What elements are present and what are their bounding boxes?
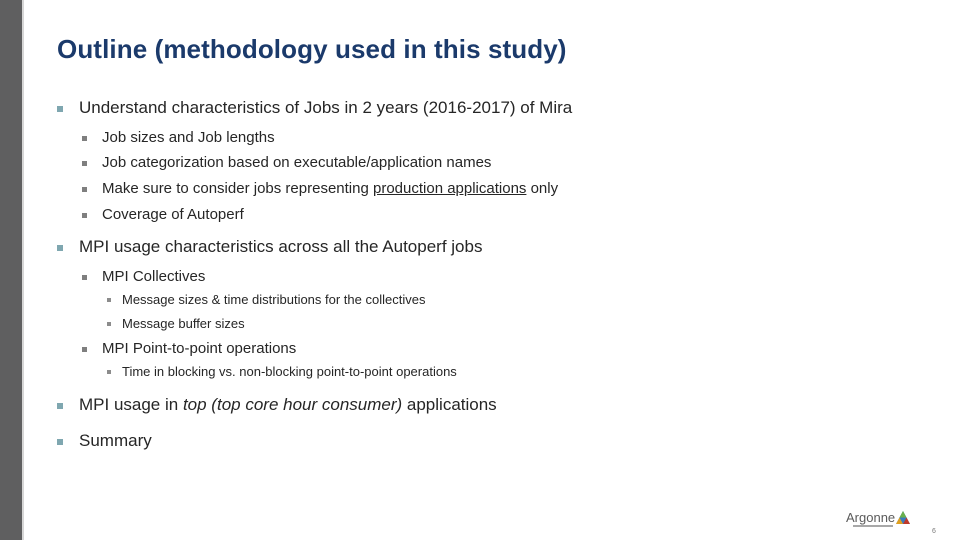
square-bullet-icon bbox=[82, 161, 87, 166]
sub-item-text: Coverage of Autoperf bbox=[102, 206, 244, 223]
outline-item-text bbox=[79, 395, 497, 415]
slide-title: Outline (methodology used in this study) bbox=[57, 34, 567, 64]
square-bullet-icon bbox=[57, 439, 63, 445]
logo-subtitle-line bbox=[853, 525, 893, 527]
sub-item-text: Job sizes and Job lengths bbox=[102, 129, 275, 146]
square-bullet-icon bbox=[57, 106, 63, 112]
left-accent-bar bbox=[0, 0, 22, 540]
left-accent-bar-edge bbox=[22, 0, 24, 540]
argonne-triangle-icon bbox=[896, 511, 910, 524]
outline-item-text: Summary bbox=[79, 431, 152, 450]
argonne-logo bbox=[846, 510, 912, 528]
outline-item-text: Understand characteristics of Jobs in 2 years (2016-2017) of Mira bbox=[79, 98, 573, 117]
square-bullet-icon bbox=[82, 275, 87, 280]
square-bullet-icon bbox=[57, 403, 63, 409]
underlined-phrase: production applications bbox=[372, 180, 527, 197]
square-bullet-icon bbox=[82, 347, 87, 352]
square-bullet-icon bbox=[82, 187, 87, 192]
square-bullet-icon bbox=[57, 245, 63, 251]
sub-item-text-suffix: only bbox=[526, 180, 559, 197]
square-bullet-icon bbox=[82, 136, 87, 141]
outline-item-text: MPI usage characteristics across all the Autoperf jobs bbox=[79, 237, 483, 256]
outline-item-text-prefix: MPI usage in bbox=[79, 395, 183, 414]
detail-item-text: Message sizes & time distributions for the collectives bbox=[122, 292, 426, 307]
sub-item-text: Job categorization based on executable/application names bbox=[102, 154, 492, 171]
italic-phrase: top (top core hour consumer) bbox=[182, 395, 403, 414]
sub-item-text bbox=[102, 180, 558, 197]
sub-item-text: MPI Collectives bbox=[102, 268, 206, 285]
square-bullet-icon bbox=[107, 370, 111, 374]
sub-item-text-prefix: Make sure to consider jobs representing bbox=[102, 180, 373, 197]
page-number: 6 bbox=[932, 528, 936, 535]
detail-item-text: Time in blocking vs. non-blocking point-to-point operations bbox=[122, 364, 457, 379]
logo-text: Argonne bbox=[846, 510, 896, 525]
detail-item-text: Message buffer sizes bbox=[122, 316, 245, 331]
outline-item-text-suffix: applications bbox=[402, 395, 497, 414]
square-bullet-icon bbox=[107, 322, 111, 326]
square-bullet-icon bbox=[107, 298, 111, 302]
sub-item-text: MPI Point-to-point operations bbox=[102, 340, 297, 357]
square-bullet-icon bbox=[82, 213, 87, 218]
